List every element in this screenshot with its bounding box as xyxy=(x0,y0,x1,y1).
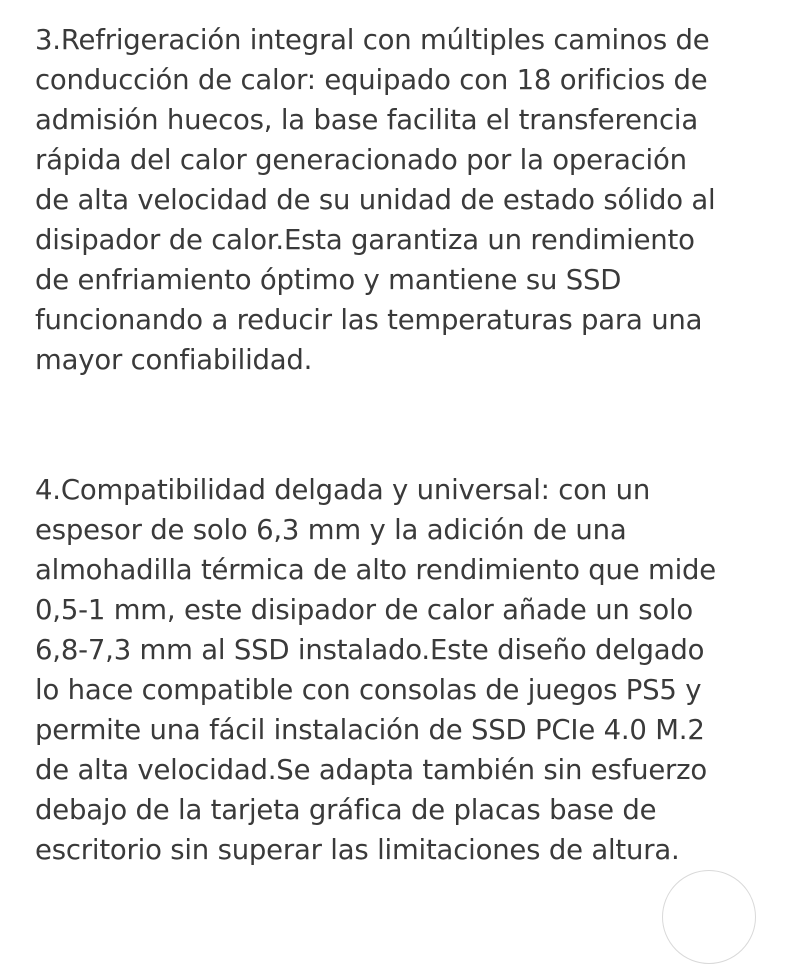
floating-action-button[interactable] xyxy=(662,870,756,964)
feature-paragraph-cooling: 3.Refrigeración integral con múltiples caminos de conducción de calor: equipado con 18 orificios de admisión huecos, la base facilita el transferencia rápida del calor generacionado por la operación de alta velocidad de su unidad de estado sólido al disipador de calor.Esta garantiza un rendimiento de enfriamiento óptimo y mantiene su SSD funcionando a reducir las temperaturas para una mayor confiabilidad. xyxy=(35,24,716,376)
product-description xyxy=(35,20,775,870)
feature-paragraph-compatibility: 4.Compatibilidad delgada y universal: con un espesor de solo 6,3 mm y la adición de una almohadilla térmica de alto rendimiento que mide 0,5-1 mm, este disipador de calor añade un solo 6,8-7,3 mm al SSD instalado.Este diseño delgado lo hace compatible con consolas de juegos PS5 y permite una fácil instalación de SSD PCIe 4.0 M.2 de alta velocidad.Se adapta también sin esfuerzo debajo de la tarjeta gráfica de placas base de escritorio sin superar las limitaciones de altura. xyxy=(35,474,717,866)
